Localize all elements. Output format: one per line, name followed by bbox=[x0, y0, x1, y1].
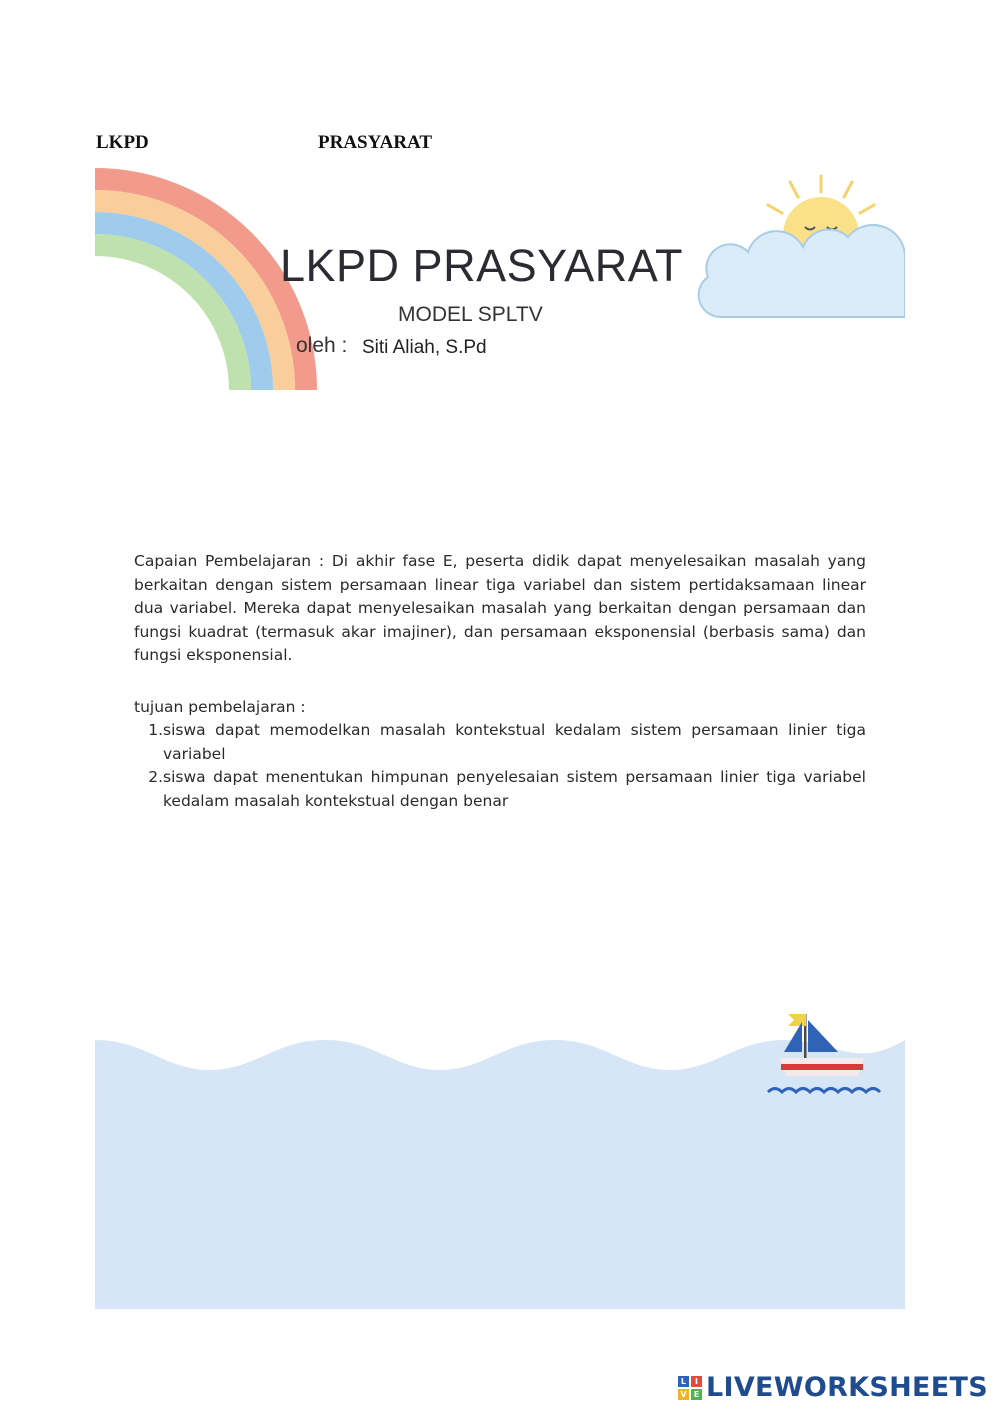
sailboat-icon bbox=[760, 1008, 885, 1100]
objective-item bbox=[134, 719, 866, 766]
header-left-label: LKPD bbox=[96, 132, 149, 153]
logo-letter: I bbox=[691, 1376, 702, 1387]
logo-letter: E bbox=[691, 1389, 702, 1400]
liveworksheets-logo-icon bbox=[678, 1376, 702, 1400]
objective-text: siswa dapat memodelkan masalah kontekstual kedalam sistem persamaan linier tiga variabel bbox=[163, 721, 866, 763]
objective-text: siswa dapat menentukan himpunan penyelesaian sistem persamaan linier tiga variabel kedalam masalah kontekstual dengan benar bbox=[163, 768, 866, 810]
logo-letter: V bbox=[678, 1389, 689, 1400]
objectives-list bbox=[134, 719, 866, 813]
author-label: oleh : bbox=[296, 334, 348, 357]
author-name: Siti Aliah, S.Pd bbox=[362, 337, 487, 358]
sun-cloud-illustration bbox=[680, 172, 905, 322]
objective-number: 1. bbox=[148, 721, 163, 739]
tujuan-heading: tujuan pembelajaran : bbox=[134, 698, 306, 716]
header-right-label: PRASYARAT bbox=[318, 132, 433, 153]
liveworksheets-name: LIVEWORKSHEETS bbox=[705, 1372, 988, 1403]
capaian-pembelajaran: Capaian Pembelajaran : Di akhir fase E, peserta didik dapat menyelesaikan masalah yang berkaitan dengan sistem persamaan linear tiga variabel dan sistem pertidaksamaan linear dua variabel. Mereka dapat menyelesaikan masalah yang berkaitan dengan persamaan dan fungsi kuadrat (termasuk akar imajiner), dan persamaan eksponensial (berbasis sama) dan fungsi eksponensial. bbox=[134, 552, 866, 664]
liveworksheets-brand[interactable] bbox=[678, 1372, 988, 1403]
objective-number: 2. bbox=[148, 768, 163, 786]
objective-item bbox=[134, 766, 866, 813]
page-title: LKPD PRASYARAT bbox=[280, 240, 683, 291]
page-subtitle: MODEL SPLTV bbox=[398, 303, 543, 326]
logo-letter: L bbox=[678, 1376, 689, 1387]
